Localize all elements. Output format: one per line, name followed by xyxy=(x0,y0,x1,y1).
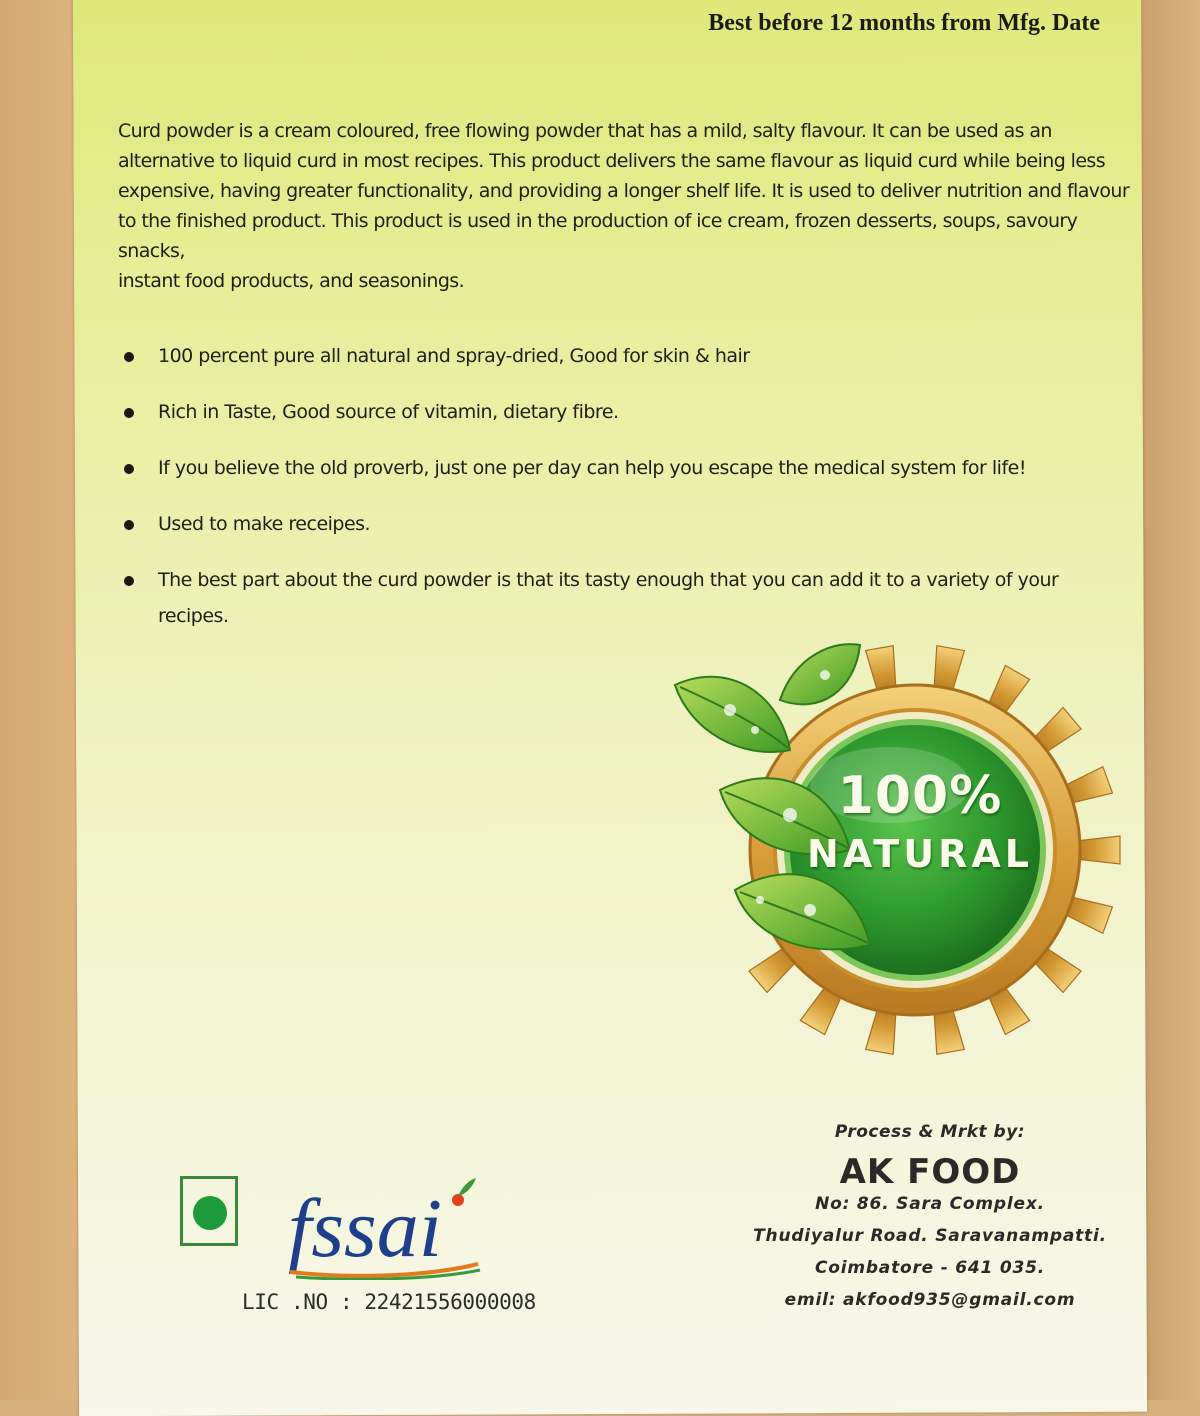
description-line: to the finished product. This product is used in the production of ice cream, frozen desserts, soups, savoury snacks, xyxy=(118,210,1078,262)
best-before-text: Best before 12 months from Mfg. Date xyxy=(708,10,1100,36)
manufacturer-info xyxy=(740,1122,1120,1322)
feature-item: The best part about the curd powder is that its tasty enough that you can add it to a variety of your recipes. xyxy=(120,562,1130,618)
bullet-icon xyxy=(124,352,134,362)
product-description xyxy=(118,116,1144,296)
manufacturer-heading: Process & Mrkt by: xyxy=(834,1122,1026,1142)
description-line: Curd powder is a cream coloured, free flowing powder that has a mild, salty flavour. It can be used as an xyxy=(118,120,1052,142)
fssai-logo xyxy=(282,1160,492,1280)
feature-item: 100 percent pure all natural and spray-dried, Good for skin & hair xyxy=(120,338,1130,394)
bullet-icon xyxy=(124,464,134,474)
feature-item: Used to make receipes. xyxy=(120,506,1130,562)
description-line: expensive, having greater functionality, and providing a longer shelf life. It is used to deliver nutrition and flavour xyxy=(118,180,1130,202)
badge-natural-text: NATURAL xyxy=(807,832,1033,876)
feature-item: If you believe the old proverb, just one per day can help you escape the medical system for life! xyxy=(120,450,1130,506)
description-line: alternative to liquid curd in most recipes. This product delivers the same flavour as liquid curd while being less xyxy=(118,150,1106,172)
address-line: Thudiyalur Road. Saravanampatti. xyxy=(753,1226,1107,1246)
manufacturer-name: AK FOOD xyxy=(839,1152,1021,1192)
manufacturer-email: emil: akfood935@gmail.com xyxy=(784,1290,1076,1310)
feature-list xyxy=(120,338,1130,627)
cardboard-background-right xyxy=(1142,0,1200,1400)
vegetarian-mark-icon xyxy=(180,1176,238,1246)
address-line: Coimbatore - 641 035. xyxy=(814,1258,1046,1278)
fssai-logo-text: fssai xyxy=(288,1182,443,1275)
vegetarian-dot xyxy=(193,1196,227,1230)
bullet-icon xyxy=(124,520,134,530)
bullet-icon xyxy=(124,576,134,586)
bullet-icon xyxy=(124,408,134,418)
feature-item: Rich in Taste, Good source of vitamin, dietary fibre. xyxy=(120,394,1130,450)
cardboard-background-left xyxy=(0,0,80,1400)
badge-percent-text: 100% xyxy=(837,766,1003,826)
address-line: No: 86. Sara Complex. xyxy=(815,1194,1045,1214)
description-line: instant food products, and seasonings. xyxy=(118,270,465,292)
license-number: LIC .NO : 22421556000008 xyxy=(242,1290,536,1314)
